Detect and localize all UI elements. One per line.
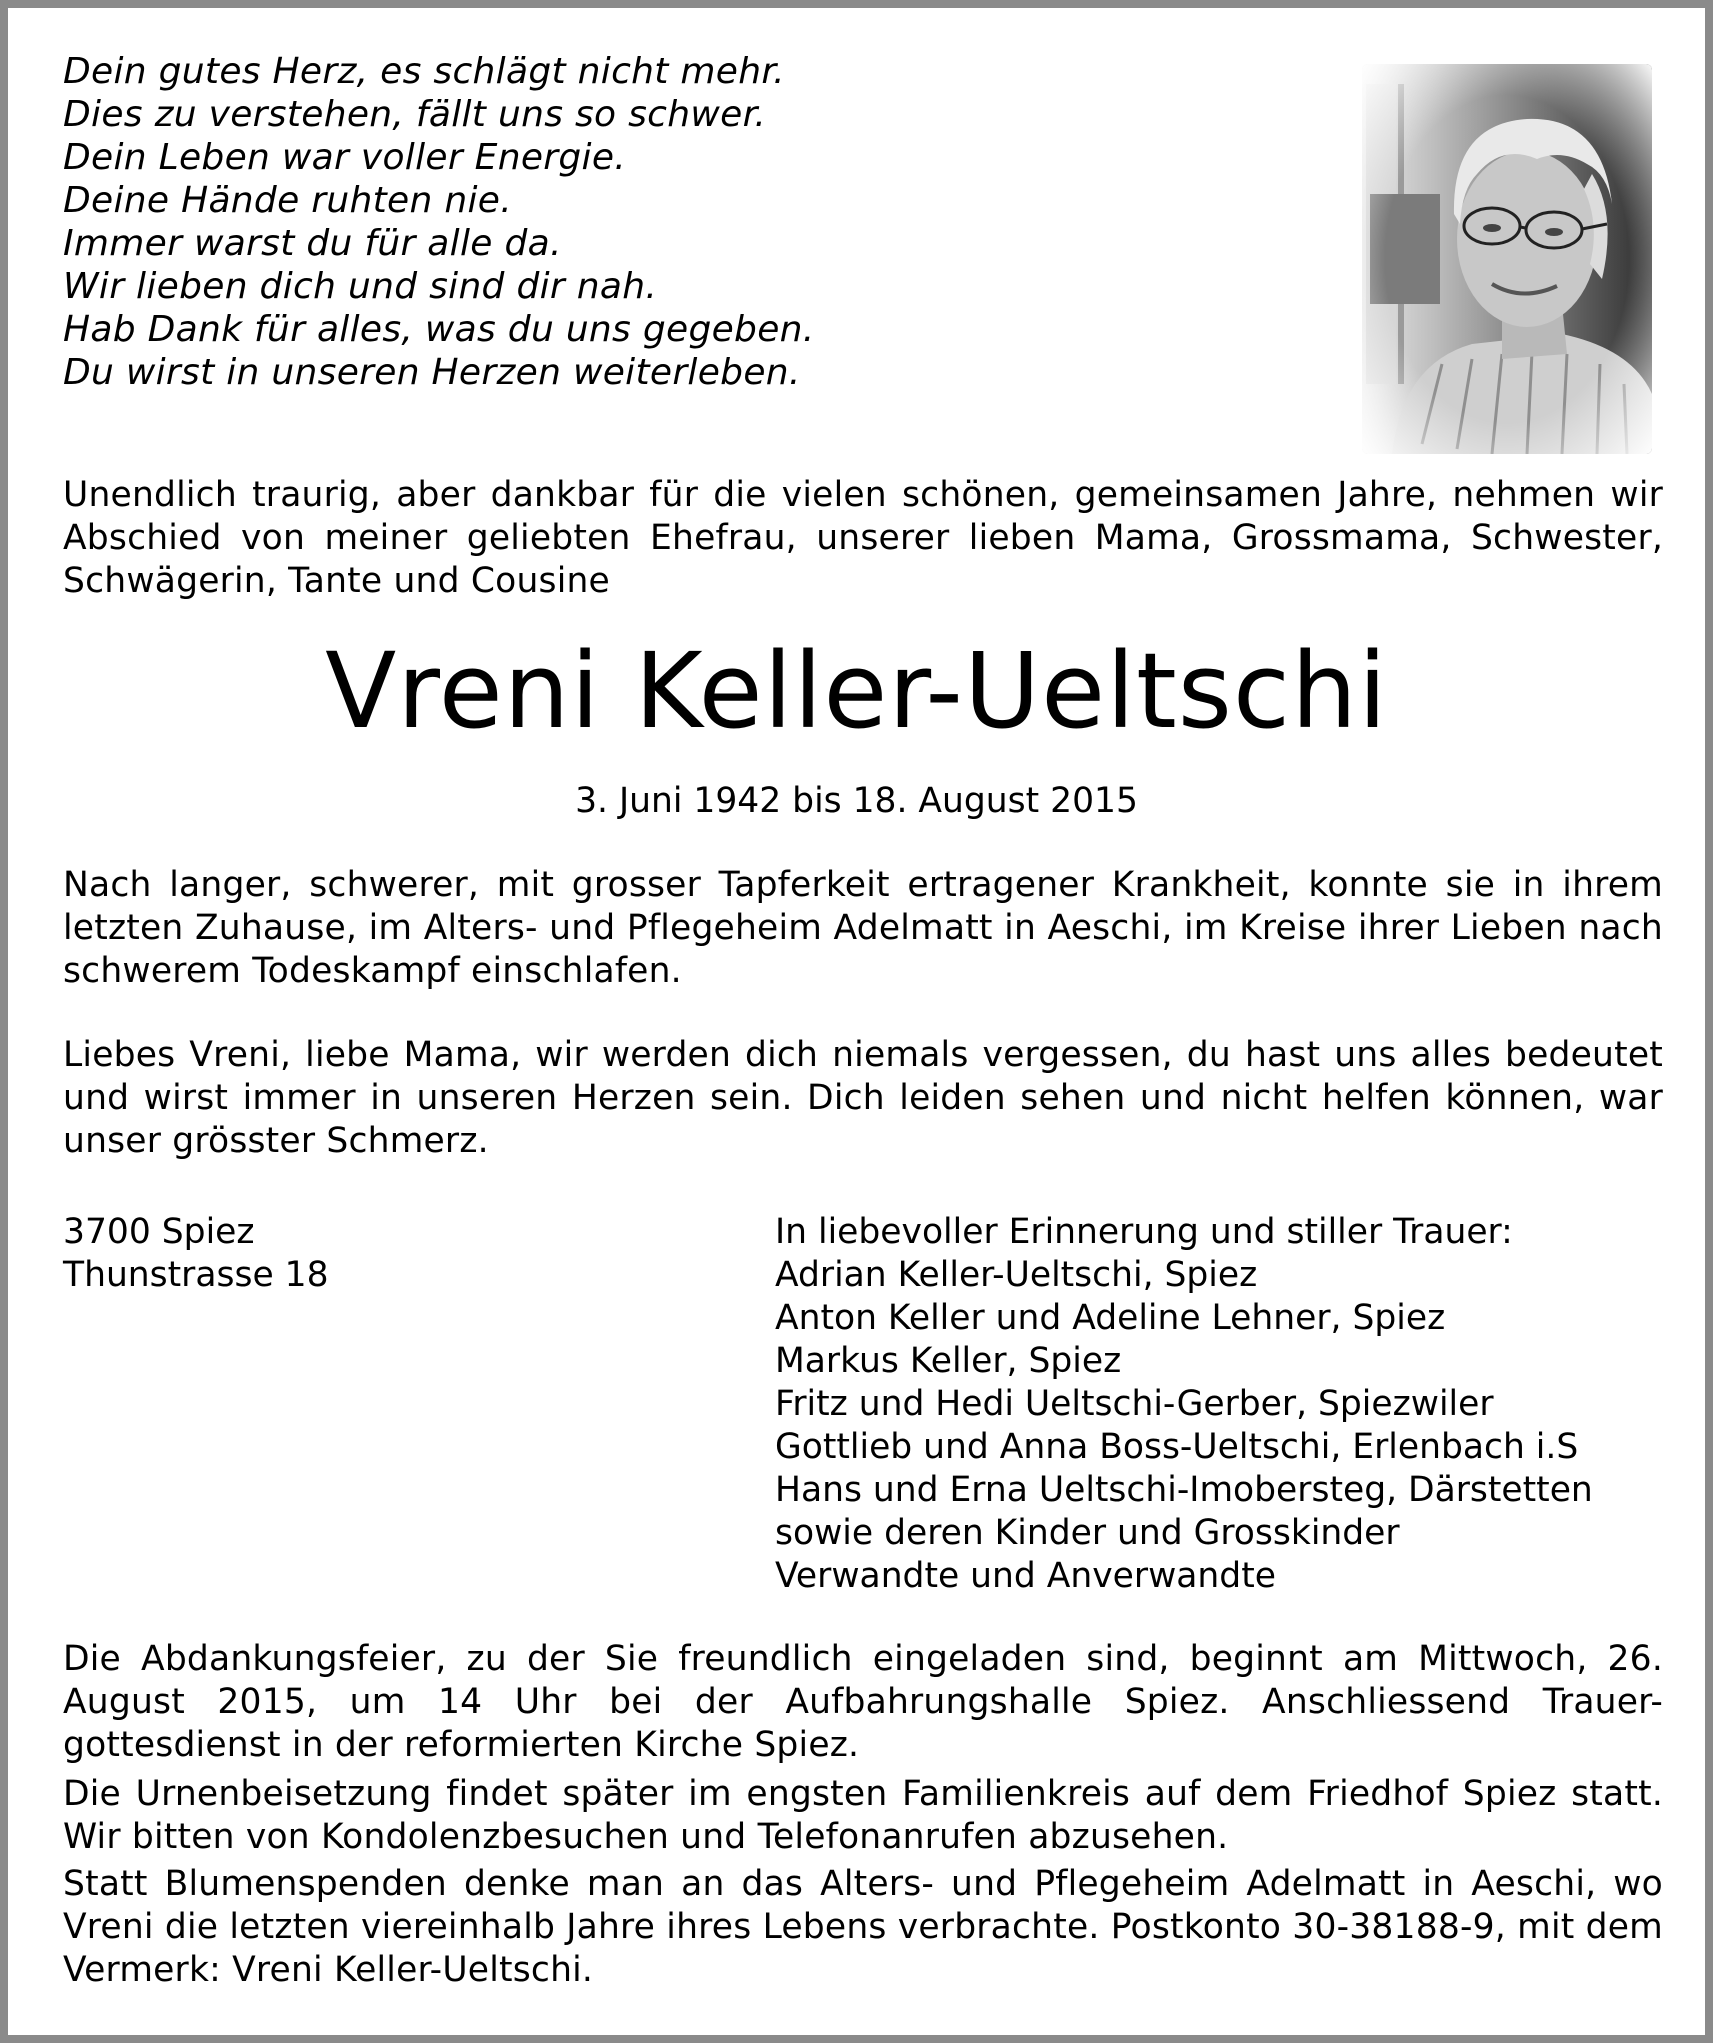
service-paragraph: Die Abdankungsfeier, zu der Sie freundlich eingeladen sind, beginnt am Mittwoch, 26. August 2015, um 14 Uhr bei der Aufbahrungshalle Spiez. Anschliessend Trauer-gottesdienst in der reformierten Kirche Spiez. <box>63 1639 1663 1765</box>
burial-paragraph: Die Urnenbeisetzung findet später im engsten Familienkreis auf dem Friedhof Spiez statt. Wir bitten von Kondolenzbesuchen und Telefonanrufen abzusehen. <box>63 1774 1663 1857</box>
mourner-entry: Hans und Erna Ueltschi-Imobersteg, Därstetten <box>775 1470 1593 1510</box>
poem-line: Du wirst in unseren Herzen weiterleben. <box>63 352 801 393</box>
life-dates: 3. Juni 1942 bis 18. August 2015 <box>575 781 1138 821</box>
deceased-name: Vreni Keller-Ueltschi <box>325 630 1388 752</box>
mourner-entry: sowie deren Kinder und Grosskinder <box>775 1513 1400 1553</box>
donation-paragraph: Statt Blumenspenden denke man an das Alters- und Pflegeheim Adelmatt in Aeschi, wo Vreni die letzten viereinhalb Jahre ihres Lebens verbrachte. Postkonto 30-38188-9, mit dem Vermerk: Vreni Keller-Ueltschi. <box>63 1864 1663 1990</box>
mourner-entry: Anton Keller und Adeline Lehner, Spiez <box>775 1298 1446 1338</box>
poem-line: Hab Dank für alles, was du uns gegeben. <box>63 309 815 350</box>
mourner-entry: Gottlieb und Anna Boss-Ueltschi, Erlenbach i.S <box>775 1427 1579 1467</box>
mourner-entry: Fritz und Hedi Ueltschi-Gerber, Spiezwiler <box>775 1384 1494 1424</box>
poem-line: Dein Leben war voller Energie. <box>63 137 627 178</box>
mourners-heading: In liebevoller Erinnerung und stiller Trauer: <box>775 1212 1513 1252</box>
poem-line: Deine Hände ruhten nie. <box>63 180 512 221</box>
poem-line: Wir lieben dich und sind dir nah. <box>63 266 658 307</box>
illness-paragraph: Nach langer, schwerer, mit grosser Tapferkeit ertragener Krankheit, konnte sie in ihrem letzten Zuhause, im Alters- und Pflegeheim Adelmatt in Aeschi, im Kreise ihrer Lieben nach schwerem Todeskampf einschlafen. <box>63 865 1663 991</box>
memorial-poem <box>63 50 815 394</box>
address-line: 3700 Spiez <box>63 1212 255 1252</box>
address-line: Thunstrasse 18 <box>63 1255 329 1295</box>
obituary-notice <box>8 8 1705 2035</box>
mourner-entry: Verwandte und Anverwandte <box>775 1556 1276 1596</box>
poem-line: Dies zu verstehen, fällt uns so schwer. <box>63 94 767 135</box>
poem-line: Immer warst du für alle da. <box>63 223 562 264</box>
address-block <box>63 1211 329 1297</box>
portrait-photo <box>1362 64 1652 454</box>
intro-paragraph: Unendlich traurig, aber dankbar für die vielen schönen, gemeinsamen Jahre, nehmen wir Abschied von meiner geliebten Ehefrau, unserer lieben Mama, Grossmama, Schwester, Schwägerin, Tante und Cousine <box>63 475 1663 601</box>
mourner-entry: Markus Keller, Spiez <box>775 1341 1122 1381</box>
mourners-list <box>775 1211 1593 1598</box>
mourner-entry: Adrian Keller-Ueltschi, Spiez <box>775 1255 1258 1295</box>
farewell-paragraph: Liebes Vreni, liebe Mama, wir werden dich niemals vergessen, du hast uns alles bedeutet und wirst immer in unseren Herzen sein. Dich leiden sehen und nicht helfen können, war unser grösster Schmerz. <box>63 1035 1663 1161</box>
poem-line: Dein gutes Herz, es schlägt nicht mehr. <box>63 51 785 92</box>
